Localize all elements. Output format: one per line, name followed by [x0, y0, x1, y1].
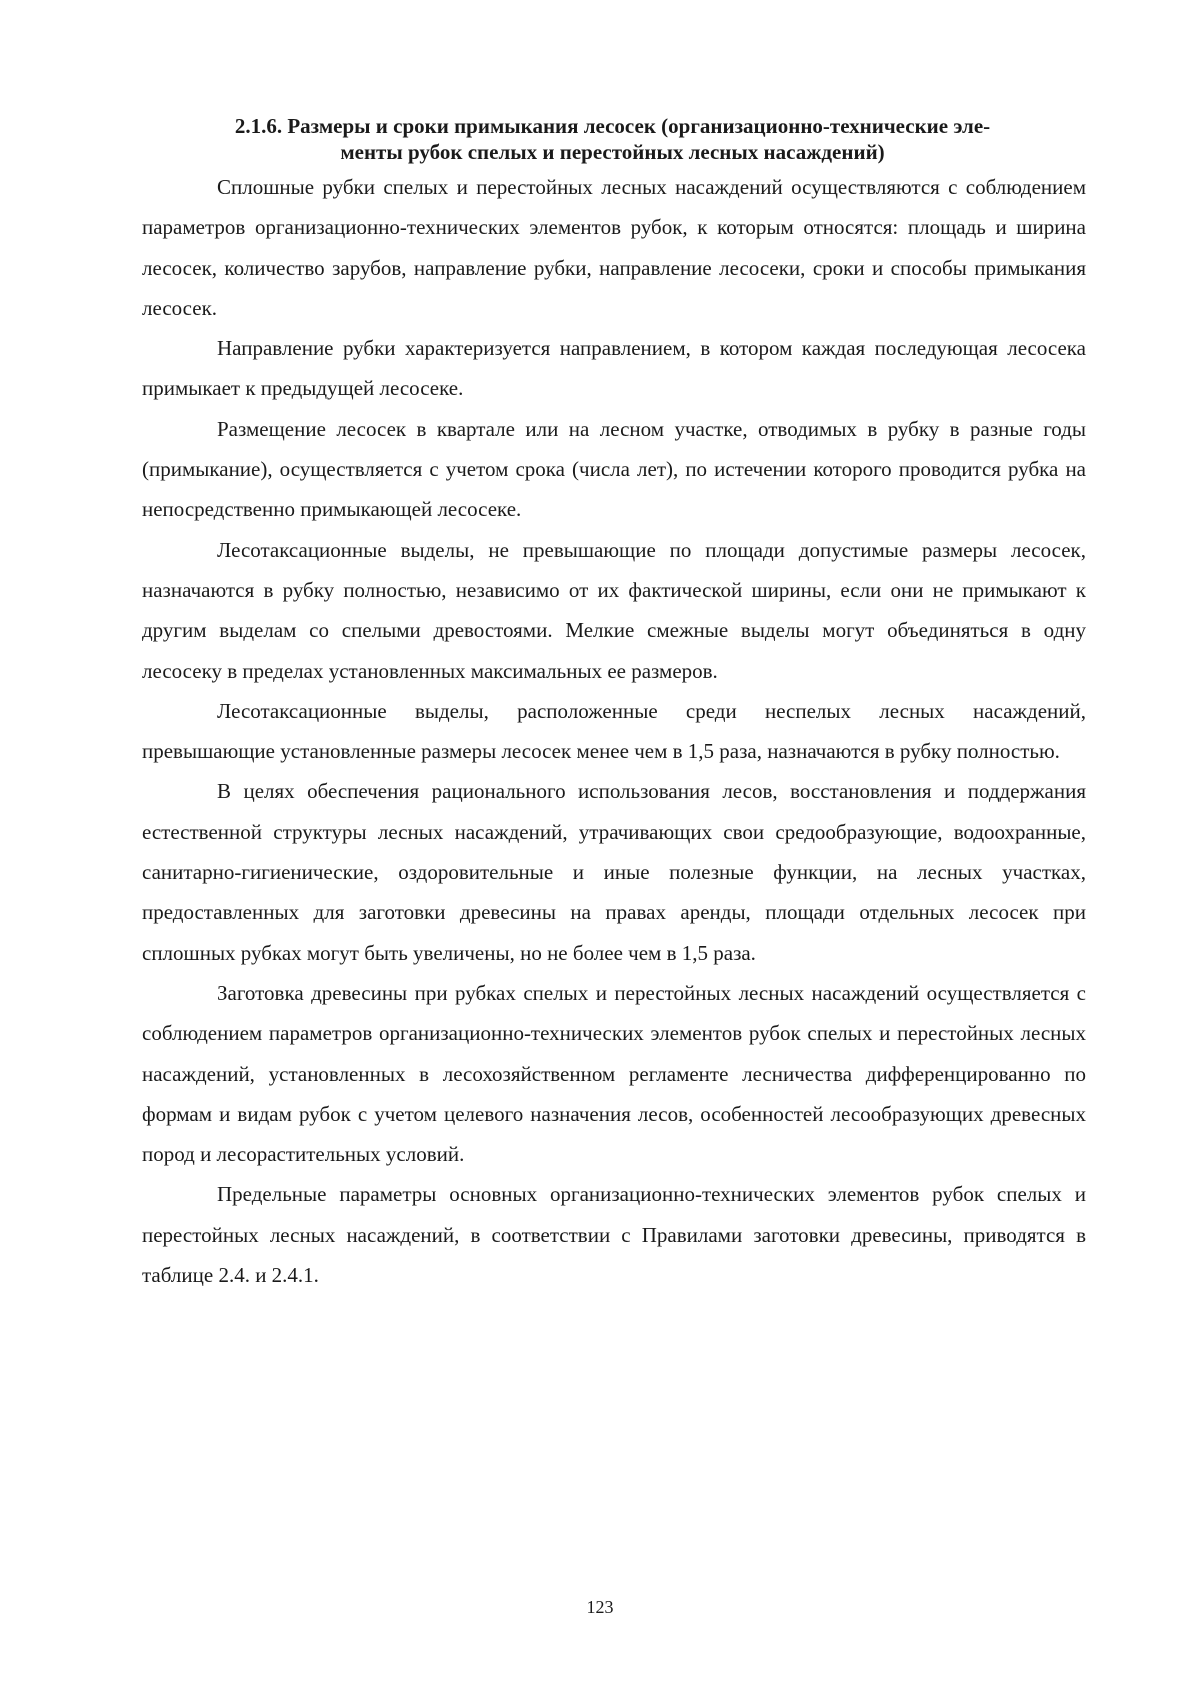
page-number: 123: [586, 1597, 614, 1617]
section-heading-line-1: 2.1.6. Размеры и сроки примыкания лесосек (организационно-технические эле-: [234, 114, 991, 138]
paragraph: В целях обеспечения рационального использования лесов, восстановления и поддержания естественной структуры лесных насаждений, утрачивающих свои средообразующие, водоохранные, санитарно-гигиенические, оздоровительные и иные полезные функции, на лесных участках, предоставленных для заготовки древесины на правах аренды, площади отдельных лесосек при сплошных рубках могут быть увеличены, но не более чем в 1,5 раза.: [142, 779, 1086, 965]
paragraph: Предельные параметры основных организационно-технических элементов рубок спелых и перестойных лесных насаждений, в соответствии с Правилами заготовки древесины, приводятся в таблице 2.4. и 2.4.1.: [142, 1182, 1086, 1288]
paragraph: Заготовка древесины при рубках спелых и перестойных лесных насаждений осуществляется с соблюдением параметров организационно-технических элементов рубок спелых и перестойных лесных насаждений, установленных в лесохозяйственном регламенте лесничества дифференцированно по формам и видам рубок с учетом целевого назначения лесов, особенностей лесообразующих древесных пород и лесорастительных условий.: [142, 980, 1086, 1167]
paragraph: Размещение лесосек в квартале или на лесном участке, отводимых в рубку в разные годы (примыкание), осуществляется с учетом срока (числа лет), по истечении которого проводится рубка на непосредственно примыкающей лесосеке.: [142, 416, 1086, 522]
paragraph: Лесотаксационные выделы, расположенные среди неспелых лесных насаждений, превышающие установленные размеры лесосек менее чем в 1,5 раза, назначаются в рубку полностью.: [142, 698, 1086, 764]
body-text: [142, 167, 1086, 1295]
paragraph: Направление рубки характеризуется направлением, в котором каждая последующая лесосека примыкает к предыдущей лесосеке.: [142, 336, 1086, 401]
section-heading: [140, 113, 1085, 165]
section-heading-line-2: менты рубок спелых и перестойных лесных насаждений): [340, 140, 885, 164]
paragraph: Сплошные рубки спелых и перестойных лесных насаждений осуществляются с соблюдением параметров организационно-технических элементов рубок, к которым относятся: площадь и ширина лесосек, количество зарубов, направление рубки, направление лесосеки, сроки и способы примыкания лесосек.: [142, 175, 1086, 320]
paragraph: Лесотаксационные выделы, не превышающие по площади допустимые размеры лесосек, назначаются в рубку полностью, независимо от их фактической ширины, если они не примыкают к другим выделам со спелыми древостоями. Мелкие смежные выделы могут объединяться в одну лесосеку в пределах установленных максимальных ее размеров.: [142, 537, 1086, 683]
